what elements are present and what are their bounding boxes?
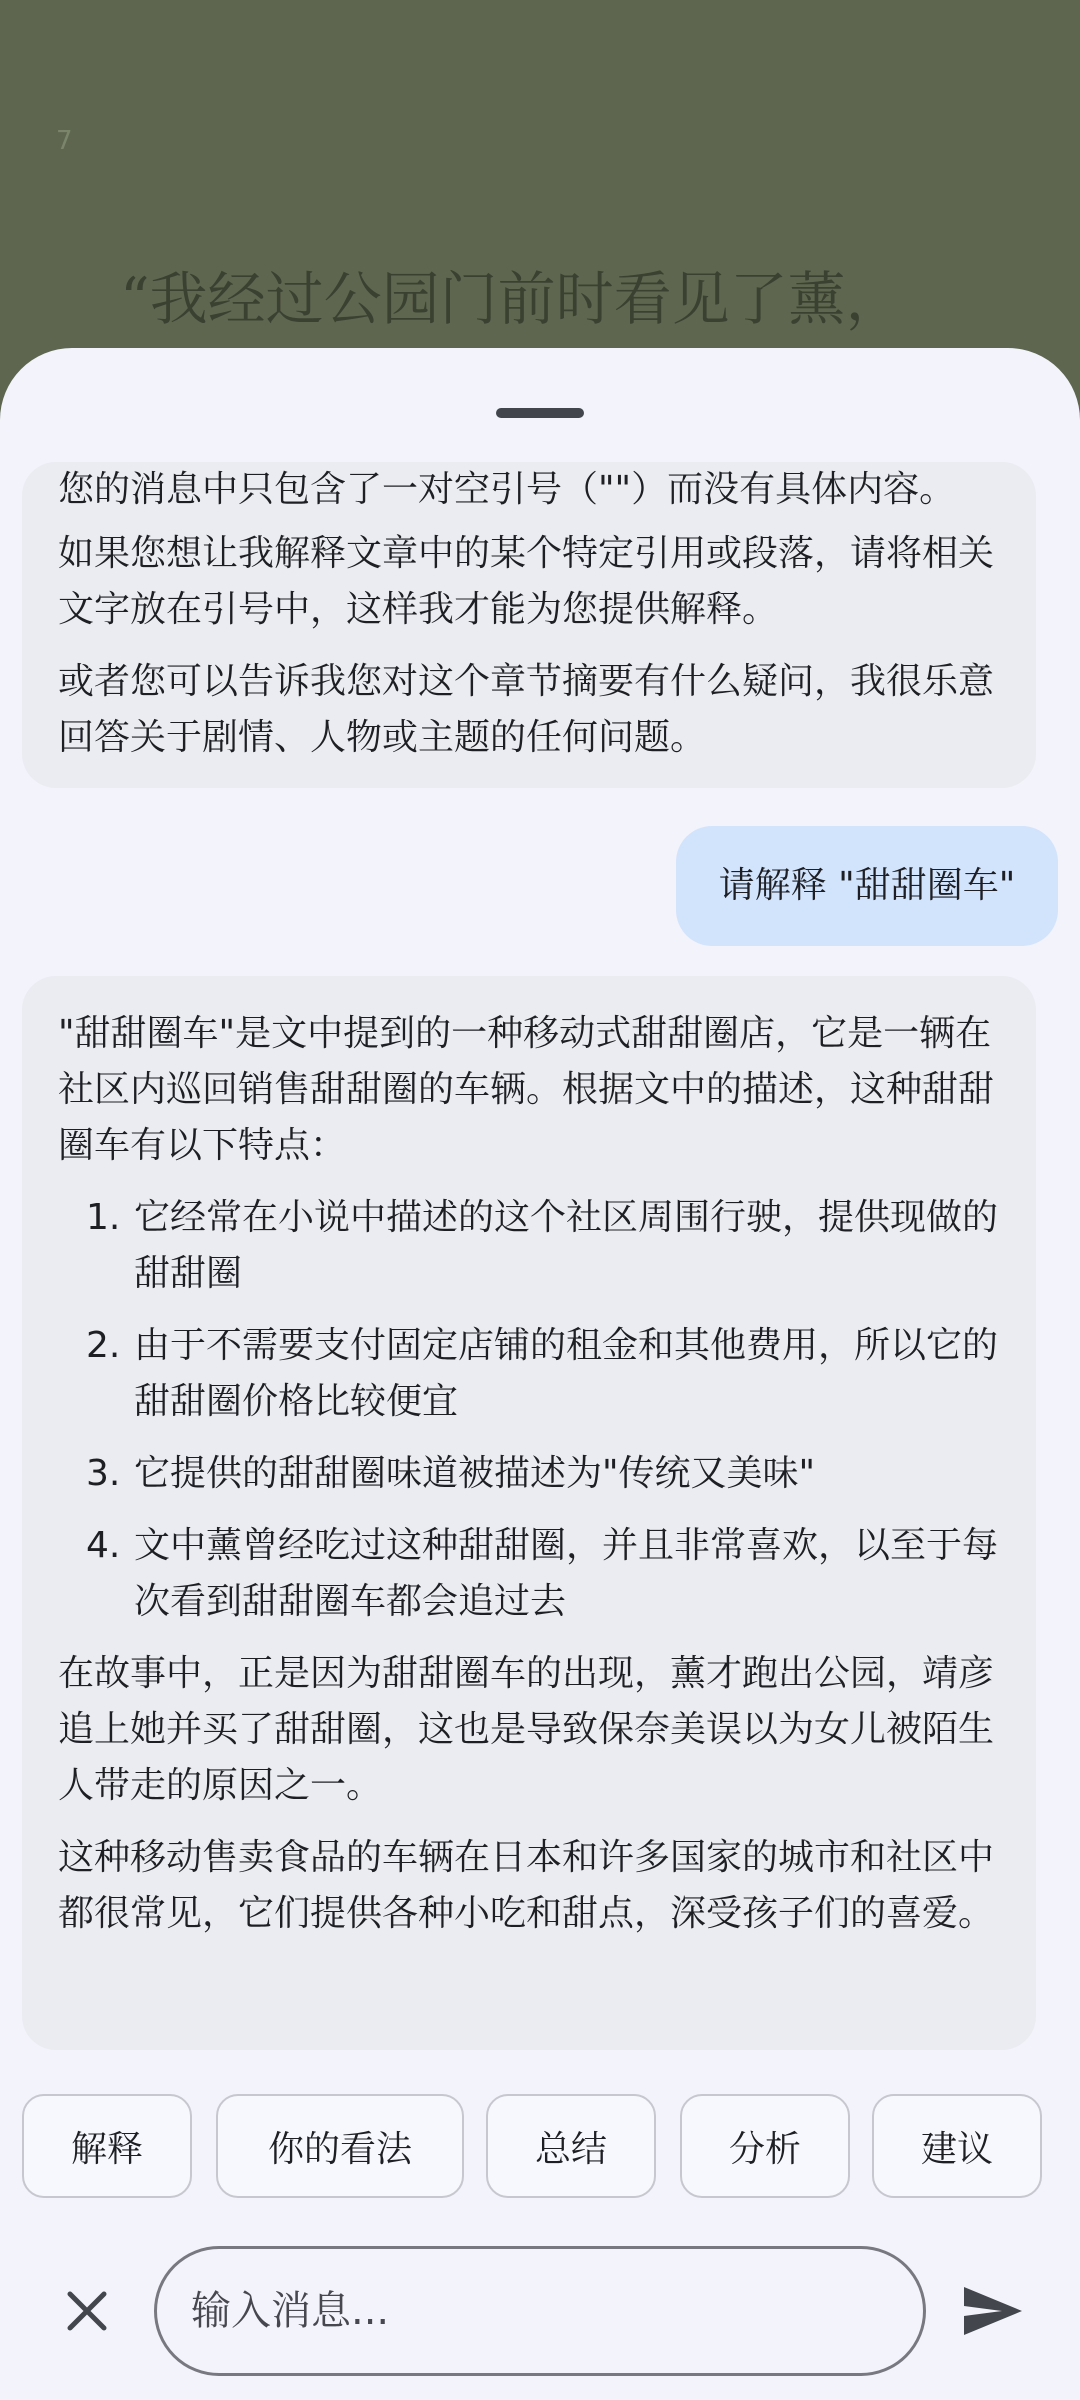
list-item [58, 1318, 1000, 1430]
ai-message-paragraph: 在故事中，正是因为甜甜圈车的出现，薰才跑出公园，靖彦追上她并买了甜甜圈，这也是导致保奈美误以为女儿被陌生人带走的原因之一。 [58, 1653, 995, 1806]
list-item-text: 它提供的甜甜圈味道被描述为"传统又美味" [134, 1453, 816, 1494]
send-button[interactable] [956, 2276, 1030, 2346]
list-item-number: 4. [86, 1525, 121, 1566]
page-number: 7 [56, 126, 73, 156]
feature-list [58, 1190, 1000, 1630]
list-item-text: 它经常在小说中描述的这个社区周围行驶，提供现做的甜甜圈 [134, 1197, 999, 1294]
drag-handle[interactable] [496, 408, 584, 418]
ai-message-bubble [22, 976, 1036, 2050]
reader-quote-text: “我经过公园门前时看见了薰， [120, 265, 904, 333]
chip-summarize[interactable]: 总结 [486, 2094, 656, 2198]
ai-message-paragraph: 如果您想让我解释文章中的某个特定引用或段落，请将相关文字放在引号中，这样我才能为您提供解释。 [58, 533, 995, 630]
close-button[interactable] [52, 2276, 122, 2346]
list-item-number: 3. [86, 1453, 121, 1494]
list-item [58, 1518, 1000, 1630]
message-input[interactable] [154, 2246, 926, 2376]
quick-action-chips [0, 2094, 1080, 2198]
list-item-number: 2. [86, 1325, 121, 1366]
send-icon [962, 2285, 1024, 2337]
ai-message-paragraph: 或者您可以告诉我您对这个章节摘要有什么疑问，我很乐意回答关于剧情、人物或主题的任何问题。 [58, 661, 995, 758]
chip-your-opinion[interactable]: 你的看法 [216, 2094, 464, 2198]
message-input-row [0, 2246, 1080, 2376]
chip-suggest[interactable]: 建议 [872, 2094, 1042, 2198]
ai-message-paragraph: "甜甜圈车"是文中提到的一种移动式甜甜圈店，它是一辆在社区内巡回销售甜甜圈的车辆。根据文中的描述，这种甜甜圈车有以下特点： [58, 1013, 995, 1166]
ai-message-bubble [22, 462, 1036, 788]
chat-bottom-sheet [0, 348, 1080, 2400]
list-item-number: 1. [86, 1197, 121, 1238]
list-item [58, 1446, 1000, 1502]
list-item-text: 由于不需要支付固定店铺的租金和其他费用，所以它的甜甜圈价格比较便宜 [134, 1325, 999, 1422]
close-icon [66, 2290, 108, 2332]
ai-message-partial-line: 您的消息中只包含了一对空引号（""）而没有具体内容。 [58, 469, 956, 510]
chip-analyze[interactable]: 分析 [680, 2094, 850, 2198]
list-item [58, 1190, 1000, 1302]
list-item-text: 文中薰曾经吃过这种甜甜圈，并且非常喜欢，以至于每次看到甜甜圈车都会追过去 [134, 1525, 999, 1622]
reader-background [0, 0, 1080, 400]
user-message-bubble: 请解释 "甜甜圈车" [676, 826, 1058, 946]
ai-message-paragraph: 这种移动售卖食品的车辆在日本和许多国家的城市和社区中都很常见，它们提供各种小吃和甜点，深受孩子们的喜爱。 [58, 1837, 995, 1934]
chip-explain[interactable]: 解释 [22, 2094, 192, 2198]
